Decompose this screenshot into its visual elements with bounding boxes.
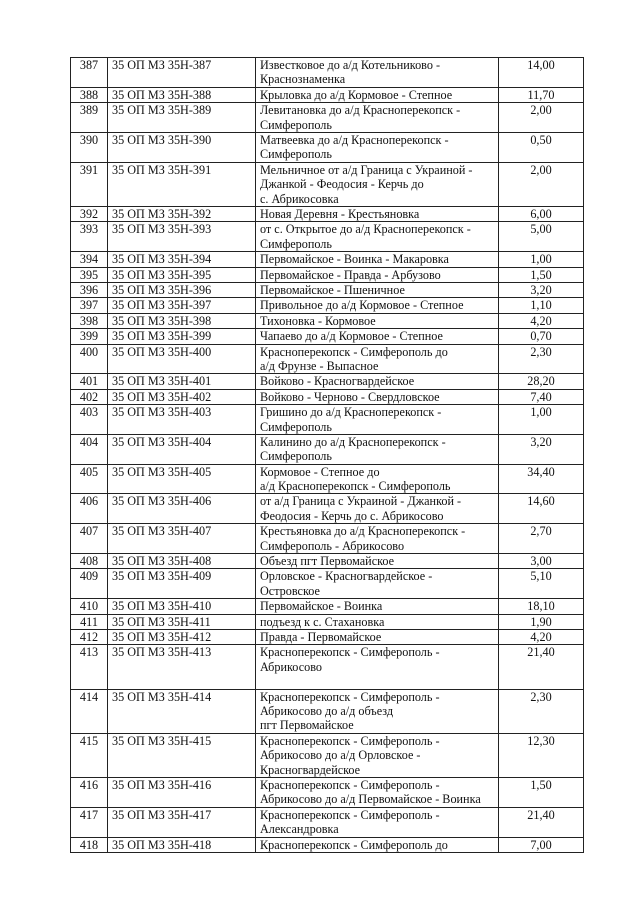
row-number-cell: 391 (71, 162, 108, 206)
road-name-line: Абрикосово (260, 659, 322, 674)
table-row (71, 837, 584, 852)
road-code-cell: 35 ОП МЗ 35Н-415 (108, 733, 256, 777)
roads-table (70, 57, 584, 853)
road-name-line: подъезд к с. Стахановка (260, 614, 385, 629)
road-length-cell: 14,60 (499, 494, 584, 524)
table-row (71, 87, 584, 102)
road-name-cell (256, 405, 499, 435)
road-name-line: Абрикосово до а/д объезд (260, 704, 394, 719)
table-row (71, 389, 584, 404)
row-number-cell: 390 (71, 132, 108, 162)
row-number-cell: 407 (71, 524, 108, 554)
table-row (71, 103, 584, 133)
road-code-cell: 35 ОП МЗ 35Н-391 (108, 162, 256, 206)
table-row (71, 494, 584, 524)
road-code-cell: 35 ОП МЗ 35Н-410 (108, 599, 256, 614)
road-code-cell: 35 ОП МЗ 35Н-416 (108, 777, 256, 807)
road-name-line: Краснознаменка (260, 72, 346, 87)
row-number-cell: 411 (71, 614, 108, 629)
road-name-cell (256, 630, 499, 645)
table-row (71, 464, 584, 494)
table-row (71, 58, 584, 88)
road-length-cell: 21,40 (499, 807, 584, 837)
road-name-cell (256, 807, 499, 837)
road-name-cell (256, 599, 499, 614)
row-number-cell: 403 (71, 405, 108, 435)
row-number-cell: 394 (71, 252, 108, 267)
table-row (71, 329, 584, 344)
road-code-cell: 35 ОП МЗ 35Н-414 (108, 689, 256, 733)
road-name-line: Абрикосово до а/д Орловское - (260, 748, 421, 763)
road-name-cell (256, 87, 499, 102)
road-length-cell: 1,50 (499, 777, 584, 807)
road-length-cell: 7,00 (499, 837, 584, 852)
road-name-line: Симферополь (260, 449, 332, 464)
road-length-cell: 2,00 (499, 103, 584, 133)
road-name-line: Войково - Черново - Свердловское (260, 389, 440, 404)
table-row (71, 689, 584, 733)
road-length-cell: 2,30 (499, 344, 584, 374)
road-code-cell: 35 ОП МЗ 35Н-403 (108, 405, 256, 435)
row-number-cell: 399 (71, 329, 108, 344)
road-code-cell: 35 ОП МЗ 35Н-399 (108, 329, 256, 344)
road-name-cell (256, 132, 499, 162)
road-name-line: Войково - Красногвардейское (260, 374, 415, 389)
road-name-cell (256, 267, 499, 282)
road-name-cell (256, 494, 499, 524)
road-length-cell: 28,20 (499, 374, 584, 389)
road-name-line: Тихоновка - Кормовое (260, 313, 376, 328)
row-number-cell: 387 (71, 58, 108, 88)
row-number-cell: 388 (71, 87, 108, 102)
table-row (71, 344, 584, 374)
table-row (71, 599, 584, 614)
road-code-cell: 35 ОП МЗ 35Н-393 (108, 222, 256, 252)
road-code-cell: 35 ОП МЗ 35Н-392 (108, 206, 256, 221)
road-name-line: Мельничное от а/д Граница с Украиной - (260, 162, 473, 177)
road-name-line: Красноперекопск - Симферополь - (260, 807, 440, 822)
road-name-line: а/д Красноперекопск - Симферополь (260, 479, 451, 494)
road-name-line: Островское (260, 583, 320, 598)
road-name-cell (256, 329, 499, 344)
road-code-cell: 35 ОП МЗ 35Н-397 (108, 298, 256, 313)
road-length-cell: 3,20 (499, 282, 584, 297)
table-row (71, 614, 584, 629)
road-name-cell (256, 162, 499, 206)
road-code-cell: 35 ОП МЗ 35Н-388 (108, 87, 256, 102)
road-name-cell (256, 837, 499, 852)
road-name-line: Объезд пгт Первомайское (260, 554, 395, 569)
road-code-cell: 35 ОП МЗ 35Н-401 (108, 374, 256, 389)
table-row (71, 569, 584, 599)
row-number-cell: 408 (71, 554, 108, 569)
road-name-line: Гришино до а/д Красноперекопск - (260, 405, 442, 420)
row-number-cell: 398 (71, 313, 108, 328)
road-name-cell (256, 777, 499, 807)
table-row (71, 252, 584, 267)
road-length-cell: 0,50 (499, 132, 584, 162)
road-length-cell: 2,00 (499, 162, 584, 206)
table-row (71, 434, 584, 464)
road-name-line: Новая Деревня - Крестьяновка (260, 206, 420, 221)
road-code-cell: 35 ОП МЗ 35Н-408 (108, 554, 256, 569)
road-name-cell (256, 733, 499, 777)
blank-line (260, 674, 494, 688)
table-row (71, 630, 584, 645)
road-name-line: Феодосия - Керчь до с. Абрикосово (260, 508, 444, 523)
road-length-cell: 12,30 (499, 733, 584, 777)
row-number-cell: 418 (71, 837, 108, 852)
road-name-cell (256, 374, 499, 389)
road-name-line: Джанкой - Феодосия - Керчь до (260, 177, 424, 192)
road-name-line: от с. Открытое до а/д Красноперекопск - (260, 222, 471, 237)
table-row (71, 206, 584, 221)
table-row (71, 132, 584, 162)
road-length-cell: 34,40 (499, 464, 584, 494)
table-row (71, 645, 584, 689)
road-name-cell (256, 389, 499, 404)
table-row (71, 313, 584, 328)
road-length-cell: 5,00 (499, 222, 584, 252)
road-name-line: Первомайское - Правда - Арбузово (260, 267, 441, 282)
road-name-line: Красноперекопск - Симферополь - (260, 645, 440, 660)
road-name-cell (256, 282, 499, 297)
table-row (71, 524, 584, 554)
roads-table-body (71, 58, 584, 853)
road-length-cell: 1,50 (499, 267, 584, 282)
table-row (71, 162, 584, 206)
road-name-line: Симферополь (260, 147, 332, 162)
road-code-cell: 35 ОП МЗ 35Н-387 (108, 58, 256, 88)
road-name-cell (256, 524, 499, 554)
table-row (71, 807, 584, 837)
road-length-cell: 5,10 (499, 569, 584, 599)
road-code-cell: 35 ОП МЗ 35Н-394 (108, 252, 256, 267)
road-name-cell (256, 464, 499, 494)
road-code-cell: 35 ОП МЗ 35Н-402 (108, 389, 256, 404)
road-name-cell (256, 252, 499, 267)
road-code-cell: 35 ОП МЗ 35Н-409 (108, 569, 256, 599)
road-length-cell: 4,20 (499, 630, 584, 645)
table-row (71, 222, 584, 252)
road-name-line: Первомайское - Воинка - Макаровка (260, 252, 449, 267)
road-name-line: пгт Первомайское (260, 718, 354, 733)
road-name-line: Чапаево до а/д Кормовое - Степное (260, 329, 443, 344)
road-length-cell: 1,00 (499, 405, 584, 435)
road-name-line: Александровка (260, 822, 339, 837)
road-code-cell: 35 ОП МЗ 35Н-396 (108, 282, 256, 297)
row-number-cell: 395 (71, 267, 108, 282)
table-row (71, 405, 584, 435)
road-name-cell (256, 689, 499, 733)
road-length-cell: 6,00 (499, 206, 584, 221)
road-name-line: Красноперекопск - Симферополь - (260, 733, 440, 748)
row-number-cell: 389 (71, 103, 108, 133)
road-name-cell (256, 569, 499, 599)
road-code-cell: 35 ОП МЗ 35Н-405 (108, 464, 256, 494)
road-name-cell (256, 298, 499, 313)
road-name-line: Красноперекопск - Симферополь - (260, 777, 440, 792)
row-number-cell: 404 (71, 434, 108, 464)
row-number-cell: 412 (71, 630, 108, 645)
table-row (71, 554, 584, 569)
road-length-cell: 1,00 (499, 252, 584, 267)
road-code-cell: 35 ОП МЗ 35Н-407 (108, 524, 256, 554)
road-name-cell (256, 103, 499, 133)
table-row (71, 374, 584, 389)
road-name-line: Красноперекопск - Симферополь до (260, 344, 448, 359)
road-length-cell: 2,30 (499, 689, 584, 733)
road-name-cell (256, 434, 499, 464)
road-length-cell: 3,00 (499, 554, 584, 569)
road-length-cell: 11,70 (499, 87, 584, 102)
road-name-cell (256, 313, 499, 328)
table-row (71, 298, 584, 313)
road-length-cell: 4,20 (499, 313, 584, 328)
road-length-cell: 21,40 (499, 645, 584, 689)
row-number-cell: 402 (71, 389, 108, 404)
road-code-cell: 35 ОП МЗ 35Н-404 (108, 434, 256, 464)
road-length-cell: 1,10 (499, 298, 584, 313)
road-name-cell (256, 344, 499, 374)
road-name-line: Симферополь (260, 236, 332, 251)
road-name-line: Правда - Первомайское (260, 630, 382, 645)
road-name-cell (256, 614, 499, 629)
road-name-line: Красногвардейское (260, 762, 361, 777)
road-code-cell: 35 ОП МЗ 35Н-417 (108, 807, 256, 837)
road-name-cell (256, 645, 499, 689)
road-name-line: Кормовое - Степное до (260, 464, 380, 479)
row-number-cell: 416 (71, 777, 108, 807)
road-length-cell: 3,20 (499, 434, 584, 464)
road-name-line: от а/д Граница с Украиной - Джанкой - (260, 494, 462, 509)
road-name-line: Первомайское - Пшеничное (260, 282, 405, 297)
road-name-line: Симферополь (260, 419, 332, 434)
table-row (71, 267, 584, 282)
row-number-cell: 410 (71, 599, 108, 614)
row-number-cell: 414 (71, 689, 108, 733)
road-name-cell (256, 222, 499, 252)
road-name-line: Первомайское - Воинка (260, 599, 383, 614)
table-row (71, 282, 584, 297)
road-length-cell: 7,40 (499, 389, 584, 404)
road-name-cell (256, 206, 499, 221)
road-length-cell: 0,70 (499, 329, 584, 344)
row-number-cell: 409 (71, 569, 108, 599)
row-number-cell: 406 (71, 494, 108, 524)
row-number-cell: 415 (71, 733, 108, 777)
road-name-cell (256, 554, 499, 569)
road-name-line: Красноперекопск - Симферополь - (260, 689, 440, 704)
row-number-cell: 405 (71, 464, 108, 494)
table-row (71, 777, 584, 807)
row-number-cell: 392 (71, 206, 108, 221)
road-code-cell: 35 ОП МЗ 35Н-390 (108, 132, 256, 162)
road-name-cell (256, 58, 499, 88)
road-name-line: Калинино до а/д Красноперекопск - (260, 434, 446, 449)
row-number-cell: 400 (71, 344, 108, 374)
row-number-cell: 396 (71, 282, 108, 297)
road-code-cell: 35 ОП МЗ 35Н-413 (108, 645, 256, 689)
road-code-cell: 35 ОП МЗ 35Н-389 (108, 103, 256, 133)
road-name-line: Красноперекопск - Симферополь до (260, 837, 448, 852)
road-code-cell: 35 ОП МЗ 35Н-411 (108, 614, 256, 629)
row-number-cell: 397 (71, 298, 108, 313)
road-name-line: а/д Фрунзе - Выпасное (260, 358, 379, 373)
row-number-cell: 393 (71, 222, 108, 252)
row-number-cell: 401 (71, 374, 108, 389)
road-name-line: с. Абрикосовка (260, 191, 339, 206)
road-code-cell: 35 ОП МЗ 35Н-406 (108, 494, 256, 524)
road-length-cell: 14,00 (499, 58, 584, 88)
road-name-line: Симферополь - Абрикосово (260, 538, 405, 553)
row-number-cell: 413 (71, 645, 108, 689)
road-name-line: Симферополь (260, 117, 332, 132)
road-name-line: Левитановка до а/д Красноперекопск - (260, 103, 461, 118)
road-name-line: Крестьяновка до а/д Красноперекопск - (260, 524, 466, 539)
road-code-cell: 35 ОП МЗ 35Н-395 (108, 267, 256, 282)
road-length-cell: 2,70 (499, 524, 584, 554)
row-number-cell: 417 (71, 807, 108, 837)
road-name-line: Привольное до а/д Кормовое - Степное (260, 298, 464, 313)
road-length-cell: 1,90 (499, 614, 584, 629)
road-name-line: Орловское - Красногвардейское - (260, 569, 433, 584)
road-code-cell: 35 ОП МЗ 35Н-398 (108, 313, 256, 328)
road-code-cell: 35 ОП МЗ 35Н-412 (108, 630, 256, 645)
road-name-line: Известковое до а/д Котельниково - (260, 58, 441, 72)
road-code-cell: 35 ОП МЗ 35Н-400 (108, 344, 256, 374)
road-name-line: Абрикосово до а/д Первомайское - Воинка (260, 792, 481, 807)
road-code-cell: 35 ОП МЗ 35Н-418 (108, 837, 256, 852)
table-row (71, 733, 584, 777)
road-name-line: Крыловка до а/д Кормовое - Степное (260, 87, 453, 102)
road-length-cell: 18,10 (499, 599, 584, 614)
road-name-line: Матвеевка до а/д Красноперекопск - (260, 132, 449, 147)
